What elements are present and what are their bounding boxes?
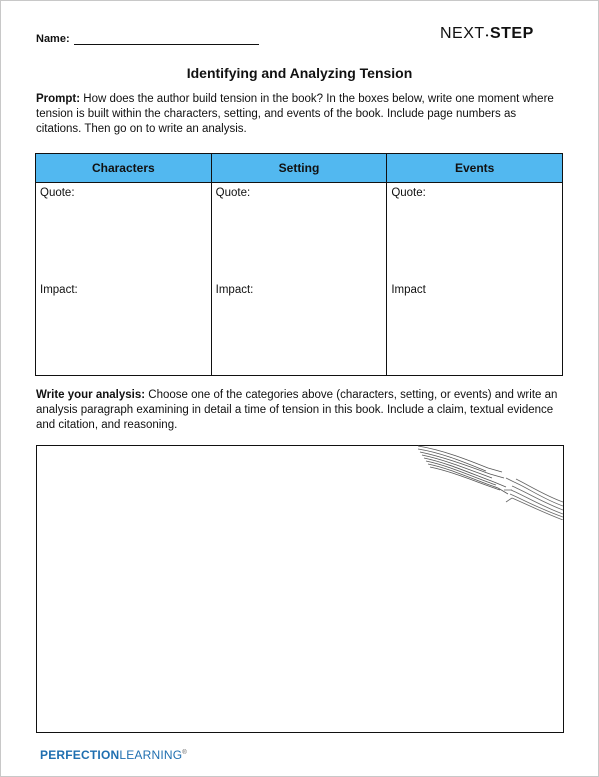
name-blank-line[interactable]	[74, 34, 259, 45]
impact-label: Impact:	[215, 284, 254, 296]
name-field	[36, 33, 259, 45]
column-header-events: Events	[387, 154, 563, 183]
prompt-paragraph	[36, 92, 556, 137]
characters-cell[interactable]	[36, 183, 212, 376]
name-label: Name:	[36, 33, 70, 45]
impact-label: Impact:	[40, 284, 78, 296]
quote-label: Quote:	[391, 187, 426, 199]
analysis-label: Write your analysis:	[36, 389, 146, 401]
tension-table	[35, 153, 563, 376]
logo-step-text: STEP	[489, 25, 534, 42]
footer-brand-light: LEARNING	[119, 748, 183, 762]
events-cell[interactable]	[387, 183, 563, 376]
page-title: Identifying and Analyzing Tension	[186, 65, 413, 81]
frayed-rope-image	[418, 444, 563, 520]
perfection-learning-logo	[40, 748, 187, 762]
quote-label: Quote:	[215, 187, 251, 199]
column-header-characters: Characters	[36, 154, 212, 183]
analysis-text: Choose one of the categories above (characters, setting, or events) and write an analysis paragraph examining in detail a time of tension in this book. Include a claim, textual evidence and citation, and reasoning.	[36, 389, 558, 431]
logo-dot: •	[485, 31, 489, 40]
next-step-logo	[440, 25, 534, 43]
trademark-symbol: ®	[182, 750, 187, 756]
prompt-text: How does the author build tension in the book? In the boxes below, write one moment where tension is built within the characters, setting, and events of the book. Include page numbers as citations. Then go on to write an analysis.	[36, 93, 554, 135]
footer-brand-bold: PERFECTION	[40, 748, 120, 762]
setting-cell[interactable]	[211, 183, 387, 376]
column-header-setting: Setting	[211, 154, 387, 183]
impact-label: Impact	[391, 284, 426, 296]
analysis-instructions	[36, 388, 566, 433]
prompt-label: Prompt:	[36, 93, 81, 105]
quote-label: Quote:	[40, 187, 75, 199]
logo-next-text: NEXT	[440, 25, 485, 42]
